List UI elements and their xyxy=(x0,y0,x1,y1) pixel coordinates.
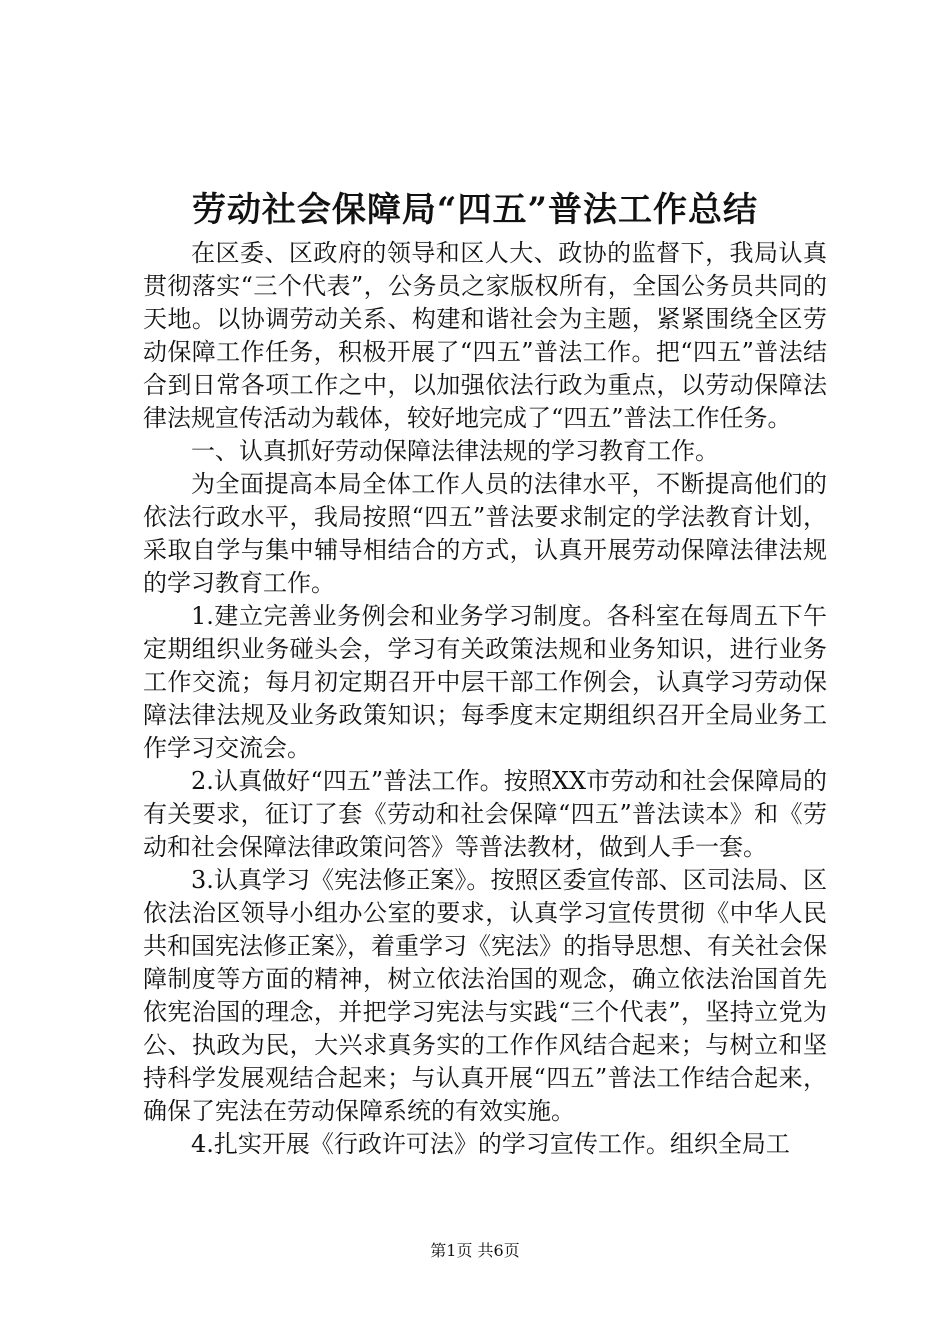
paragraph-item-3: 3.认真学习《宪法修正案》。按照区委宣传部、区司法局、区依法治区领导小组办公室的要求，认真学习宣传贯彻《中华人民共和国宪法修正案》，着重学习《宪法》的指导思想、有关社会保障制度等方面的精神，树立依法治国的观念，确立依法治国首先依宪治国的理念，并把学习宪法与实践“三个代表”，坚持立党为公、执政为民，大兴求真务实的工作作风结合起来；与树立和坚持科学发展观结合起来；与认真开展“四五”普法工作结合起来，确保了宪法在劳动保障系统的有效实施。 xyxy=(143,866,827,1125)
section-heading-1: 一、认真抓好劳动保障法律法规的学习教育工作。 xyxy=(191,437,719,465)
paragraph-item-4: 4.扎实开展《行政许可法》的学习宣传工作。组织全局工 xyxy=(191,1130,790,1158)
paragraph-item-1: 1.建立完善业务例会和业务学习制度。各科室在每周五下午定期组织业务碰头会，学习有关政策法规和业务知识，进行业务工作交流；每月初定期召开中层干部工作例会，认真学习劳动保障法律法规及业务政策知识；每季度末定期组织召开全局业务工作学习交流会。 xyxy=(143,602,827,762)
paragraph-section-1: 为全面提高本局全体工作人员的法律水平，不断提高他们的依法行政水平，我局按照“四五”普法要求制定的学法教育计划，采取自学与集中辅导相结合的方式，认真开展劳动保障法律法规的学习教育工作。 xyxy=(143,470,827,597)
paragraph-item-2: 2.认真做好“四五”普法工作。按照XX市劳动和社会保障局的有关要求，征订了套《劳动和社会保障“四五”普法读本》和《劳动和社会保障法律政策问答》等普法教材，做到人手一套。 xyxy=(143,767,827,861)
page-footer: 第1页 共6页 xyxy=(430,1241,520,1260)
document-body xyxy=(143,237,827,1161)
paragraph-intro: 在区委、区政府的领导和区人大、政协的监督下，我局认真贯彻落实“三个代表”，公务员之家版权所有，全国公务员共同的天地。以协调劳动关系、构建和谐社会为主题，紧紧围绕全区劳动保障工作任务，积极开展了“四五”普法工作。把“四五”普法结合到日常各项工作之中，以加强依法行政为重点，以劳动保障法律法规宣传活动为载体，较好地完成了“四五”普法工作任务。 xyxy=(143,239,827,432)
document-title: 劳动社会保障局“四五”普法工作总结 xyxy=(191,190,759,230)
